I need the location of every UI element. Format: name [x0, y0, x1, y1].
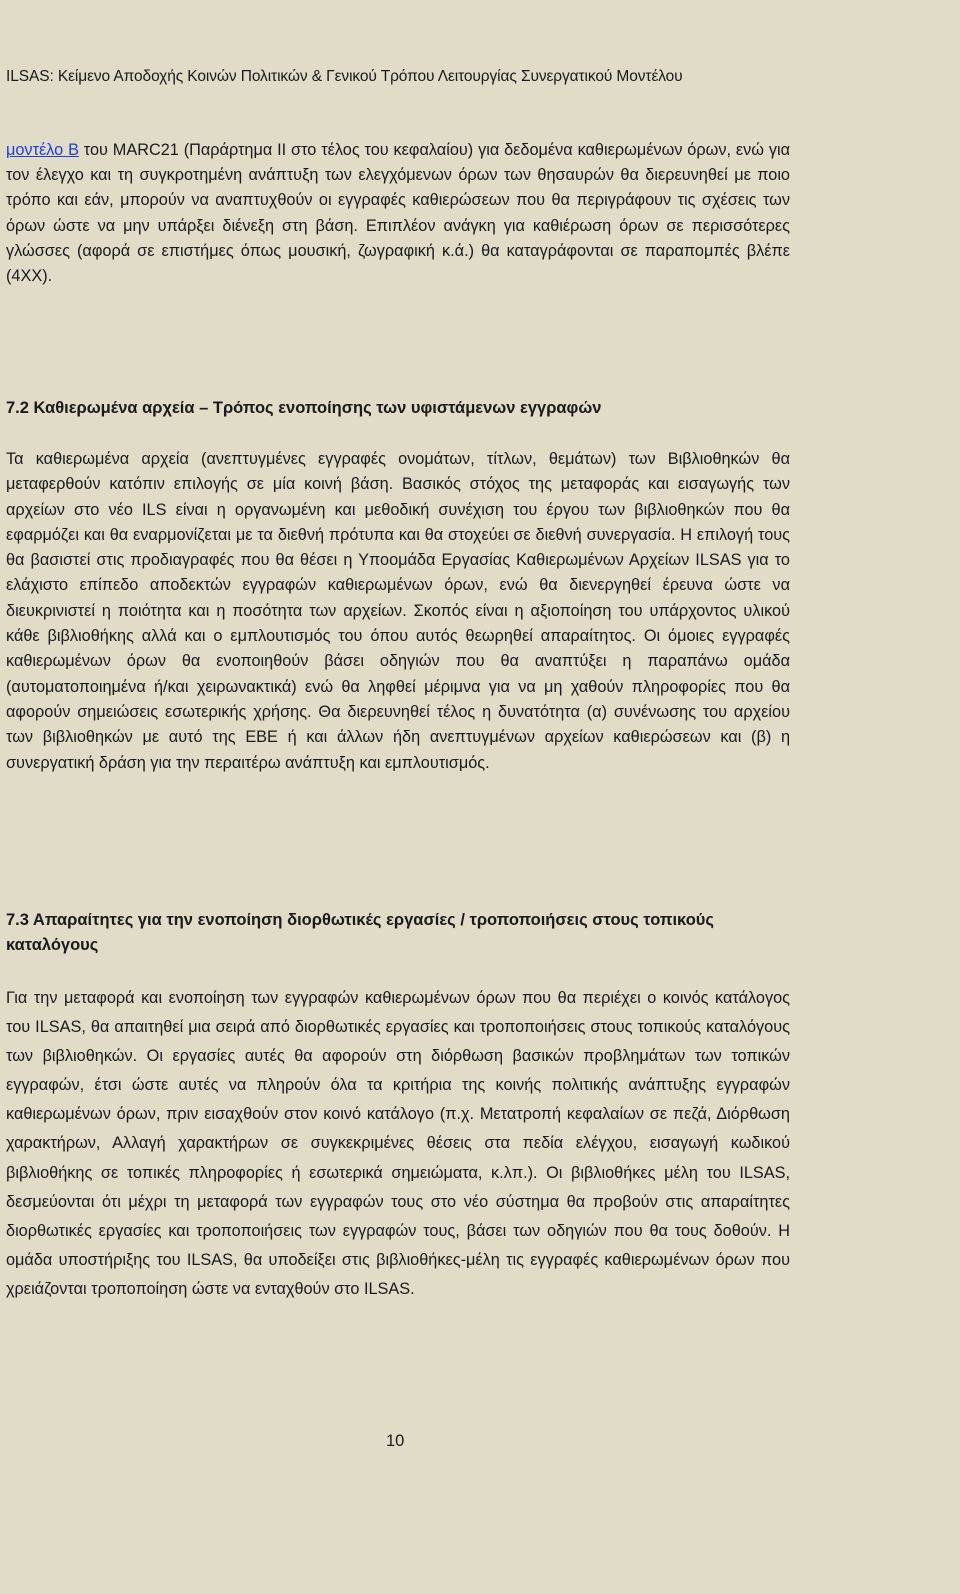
section-7-3-heading: 7.3 Απαραίτητες για την ενοποίηση διορθωτικές εργασίες / τροποποιήσεις στους τοπικούς καταλόγους [6, 911, 714, 954]
paragraph-continuation [6, 138, 790, 289]
section-7-2-heading: 7.2 Καθιερωμένα αρχεία – Τρόπος ενοποίησης των υφιστάμενων εγγραφών [6, 399, 602, 417]
section-7-3-body [6, 984, 790, 1304]
paragraph-continuation-text: του MARC21 (Παράρτημα ΙΙ στο τέλος του κεφαλαίου) για δεδομένα καθιερωμένων όρων, ενώ για τον έλεγχο και τη συγκροτημένη ανάπτυξη των ελεγχόμενων όρων των θησαυρών θα διερευνηθεί με ποιο τρόπο και εάν, μπορούν να αναπτυχθούν οι εγγραφές καθιερώσεων που θα περιγράφουν τις σχέσεις των όρων ώστε να μην υπάρξει διένεξη στη βάση. Επιπλέον ανάγκη για καθιέρωση όρων σε περισσότερες γλώσσες (αφορά σε επιστήμες όπως μουσική, ζωγραφική κ.ά.) θα καταγράφονται σε παραπομπές βλέπε (4XX). [6, 141, 790, 286]
section-7-3-paragraph: Για την μεταφορά και ενοποίηση των εγγραφών καθιερωμένων όρων που θα περιέχει ο κοινός κατάλογος του ILSAS, θα απαιτηθεί μια σειρά από διορθωτικές εργασίες και τροποποιήσεις στους τοπικούς καταλόγους των βιβλιοθηκών. Οι εργασίες αυτές θα αφορούν στη διόρθωση βασικών προβλημάτων των τοπικών εγγραφών, έτσι ώστε αυτές να πληρούν όλα τα κριτήρια της κοινής πολιτικής ανάπτυξης εγγραφών καθιερωμένων όρων, πριν εισαχθούν στον κοινό κατάλογο (π.χ. Μετατροπή κεφαλαίων σε πεζά, Διόρθωση χαρακτήρων, Αλλαγή χαρακτήρων σε συγκεκριμένες θέσεις στα πεδία ελέγχου, εισαγωγή κωδικού βιβλιοθήκης σε τοπικές πληροφορίες ή εσωτερικά σημειώματα, κ.λπ.). Οι βιβλιοθήκες μέλη του ILSAS, δεσμεύονται ότι μέχρι τη μεταφορά των εγγραφών τους στο νέο σύστημα θα προβούν στις απαραίτητες διορθωτικές εργασίες και τροποποιήσεις των εγγραφών τους, βάσει των οδηγιών που θα τους δοθούν. Η ομάδα υποστήριξης του ILSAS, θα υποδείξει στις βιβλιοθήκες-μέλη τις εγγραφές καθιερωμένων όρων που χρειάζονται τροποποίηση ώστε να ενταχθούν στο ILSAS. [6, 989, 790, 1298]
section-7-2-body [6, 447, 790, 776]
model-b-link[interactable]: μοντέλο Β [6, 141, 79, 159]
running-header: ILSAS: Κείμενο Αποδοχής Κοινών Πολιτικών & Γενικού Τρόπου Λειτουργίας Συνεργατικού Μοντέλου [6, 68, 683, 85]
page-number: 10 [386, 1432, 405, 1450]
section-7-2-paragraph: Τα καθιερωμένα αρχεία (ανεπτυγμένες εγγραφές ονομάτων, τίτλων, θεμάτων) των Βιβλιοθηκών θα μεταφερθούν κατόπιν επιλογής σε μία κοινή βάση. Βασικός στόχος της μεταφοράς και εισαγωγής των αρχείων στο νέο ILS είναι η οργανωμένη και μεθοδική συνέχιση του έργου των βιβλιοθηκών που θα εφαρμόζει και θα εναρμονίζεται με τα διεθνή πρότυπα και θα στοχεύει σε διεθνή συνεργασία. Η επιλογή τους θα βασιστεί στις προδιαγραφές που θα θέσει η Υποομάδα Εργασίας Καθιερωμένων Αρχείων ILSAS για το ελάχιστο επίπεδο αποδεκτών εγγραφών καθιερωμένων όρων, ενώ θα διενεργηθεί έρευνα ώστε να διευκρινιστεί η ποιότητα και η ποσότητα των αρχείων. Σκοπός είναι η αξιοποίηση του υπάρχοντος υλικού κάθε βιβλιοθήκης αλλά και ο εμπλουτισμός του όπου αυτός θεωρηθεί απαραίτητος. Οι όμοιες εγγραφές καθιερωμένων όρων θα ενοποιηθούν βάσει οδηγιών που θα αναπτύξει η παραπάνω ομάδα (αυτοματοποιημένα ή/και χειρωνακτικά) ενώ θα ληφθεί μέριμνα για να μη χαθούν πληροφορίες που θα αφορούν σημειώσεις εσωτερικής χρήσης. Θα διερευνηθεί τέλος η δυνατότητα (α) συνένωσης του αρχείου των βιβλιοθηκών με αυτό της ΕΒΕ ή και άλλων ήδη ανεπτυγμένων αρχείων καθιερώσεων και (β) η συνεργατική δράση για την περαιτέρω ανάπτυξη και εμπλουτισμός. [6, 450, 790, 772]
